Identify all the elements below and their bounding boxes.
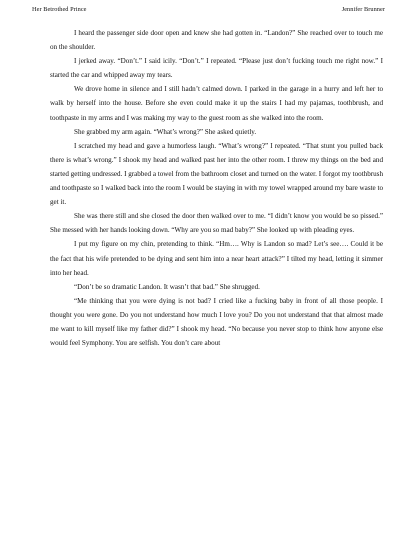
paragraph: “Don’t be so dramatic Landon. It wasn’t that bad.” She shrugged. — [74, 282, 260, 291]
paragraph: I scratched my head and gave a humorless laugh. “What’s wrong?” I repeated. “That stunt you pulled back there is what’s wrong.” I shook my head and walked past her into the other room. I threw my things on the bed and started getting undressed. I grabbed a towel from the bathroom closet and turned on the water. I forgot my toothbrush and toothpaste so I walked back into the room I would be staying in with my towel wrapped around my bare waste to get it. — [50, 141, 383, 207]
book-title: Her Betrothed Prince — [32, 6, 87, 13]
paragraph: I jerked away. “Don’t.” I said icily. “Don’t.” I repeated. “Please just don’t fucking touch me right now.” I started the car and whipped away my tears. — [50, 57, 383, 80]
running-header — [32, 6, 385, 13]
paragraph: I put my figure on my chin, pretending to think. “Hm…. Why is Landon so mad? Let’s see…. Could it be the fact that his wife pretended to be dying and sent him into a near heart attack?” I tilted my head, letting it simmer into her head. — [50, 240, 383, 277]
paragraph: I heard the passenger side door open and knew she had gotten in. “Landon?” She reached over to touch me on the shoulder. — [50, 29, 383, 52]
page-body — [50, 26, 383, 350]
author-name: Jennifer Brunner — [341, 6, 385, 13]
paragraph: “Me thinking that you were dying is not bad? I cried like a fucking baby in front of all those people. I thought you were gone. Do you not understand how much I love you? Do you not understand that that almost made me want to kill myself like my father did?” I shook my head. “No because you never stop to think how anyone else would feel Symphony. You are selfish. You don’t care about — [50, 296, 383, 348]
paragraph: She was there still and she closed the door then walked over to me. “I didn’t know you would be so pissed.” She messed with her hands looking down. “Why are you so mad baby?” She looked up with pleading eyes. — [50, 212, 383, 235]
paragraph: She grabbed my arm again. “What’s wrong?” She asked quietly. — [74, 127, 257, 136]
paragraph: We drove home in silence and I still hadn’t calmed down. I parked in the garage in a hurry and left her to walk by herself into the house. Before she even could make it up the stairs I had my pajamas, toothbrush, and toothpaste in my arms and I was making my way to the guest room as she walked into the room. — [50, 85, 383, 122]
